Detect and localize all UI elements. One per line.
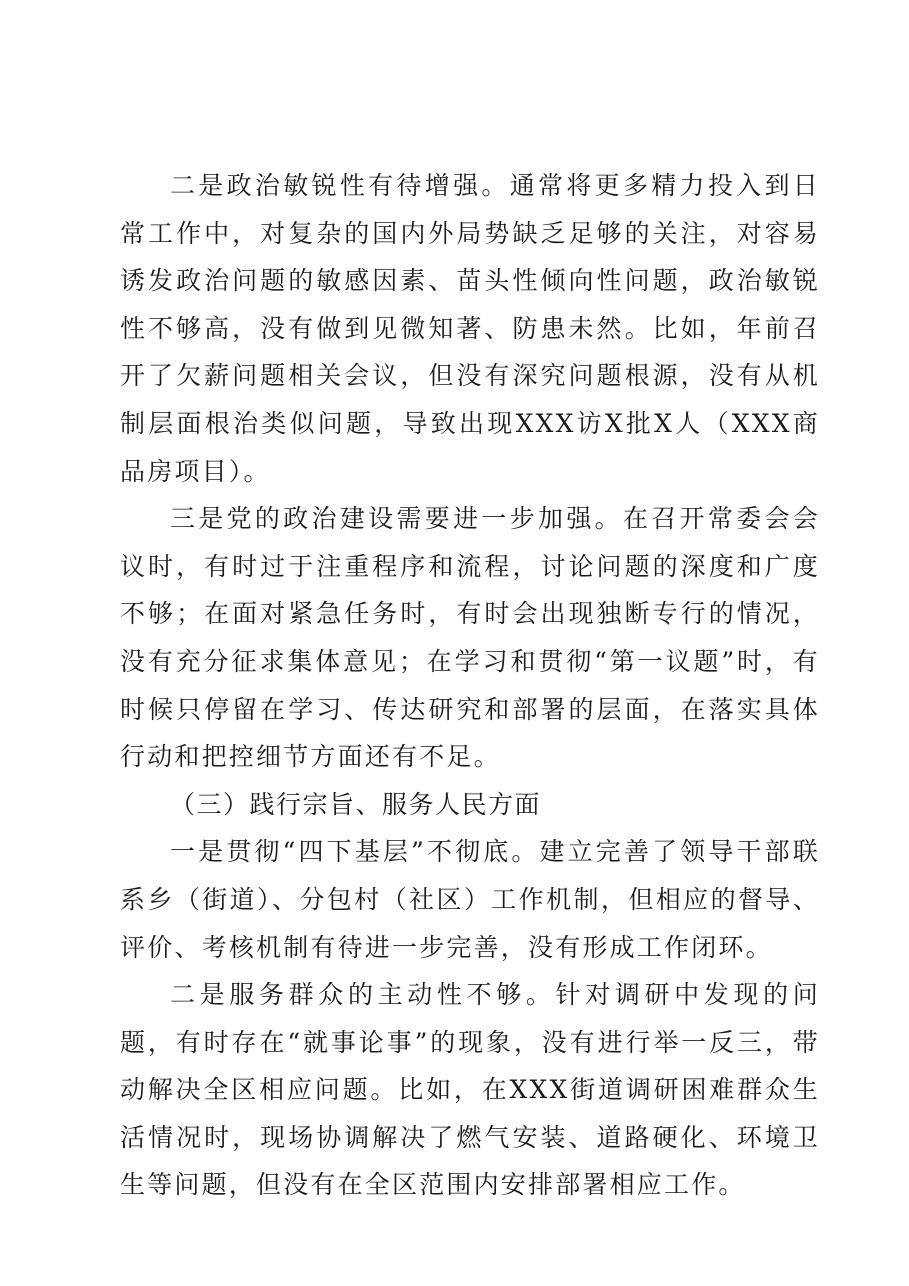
section-heading: （三）践行宗旨、服务人民方面 <box>170 789 542 819</box>
document-body <box>120 162 820 1209</box>
paragraph-party-building: 三是党的政治建设需要进一步加强。在召开常委会会议时，有时过于注重程序和流程，讨论问题的深度和广度不够；在面对紧急任务时，有时会出现独断专行的情况，没有充分征求集体意见；在学习和贯彻“第一议题”时，有时候只停留在学习、传达研究和部署的层面，在落实具体行动和把控细节方面还有不足。 <box>120 504 820 772</box>
paragraph-four-grassroots: 一是贯彻“四下基层”不彻底。建立完善了领导干部联系乡（街道）、分包村（社区）工作机制，但相应的督导、评价、考核机制有待进一步完善，没有形成工作闭环。 <box>120 837 820 962</box>
paragraph-political-sensitivity: 二是政治敏锐性有待增强。通常将更多精力投入到日常工作中，对复杂的国内外局势缺乏足够的关注，对容易诱发政治问题的敏感因素、苗头性倾向性问题，政治敏锐性不够高，没有做到见微知著、防患未然。比如，年前召开了欠薪问题相关会议，但没有深究问题根源，没有从机制层面根治类似问题，导致出现XXX访X批X人（XXX商品房项目）。 <box>120 171 820 486</box>
paragraph-serving-masses: 二是服务群众的主动性不够。针对调研中发现的问题，有时存在“就事论事”的现象，没有进行举一反三，带动解决全区相应问题。比如，在XXX街道调研困难群众生活情况时，现场协调解决了燃气安装、道路硬化、环境卫生等问题，但没有在全区范围内安排部署相应工作。 <box>120 980 820 1200</box>
